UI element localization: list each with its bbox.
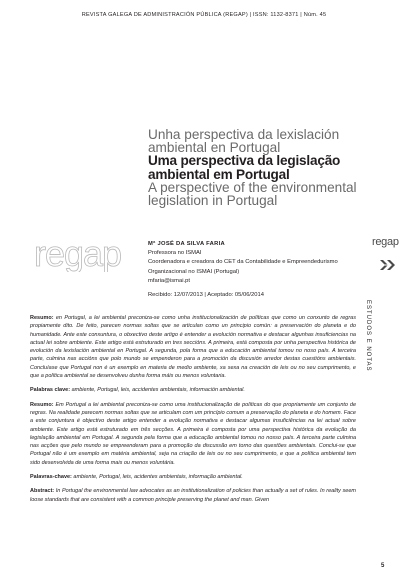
abstract-galician-text: en Portugal, a lei ambiental preconiza-se como unha institucionalización de políticas que como un conxunto de regras propiamente dito. De feito, parecen normas soltas que se articulan como un principio común: a preservación do planeta e do humanidade. Ante este conxuntura, o obxectivo deste artigo é entender a evolución normativa e destacar algunhas insuficiencias na actual lei sobre ambiente. Este artigo está estruturado en tres seccións. A primeira, está composta por unha perspectiva histórica de evolución da lexislación ambiental en Portugal. A segunda, pola forma que a educación ambiental tomou no noso país. A terceira parte, culmina nas accións que polo mundo se empenderon para a promoción da discusión arredor destas cuestións ambientais. Concluíase que Portugal non é un exemplo en materia de medio ambiente, xa sexa na creación de leis ou no seu cumprimento, e que a política ambiental se desenvolveu dunha forma máis ou menos voluntaria. bbox=[30, 315, 356, 380]
author-line: Professora no ISMAI bbox=[148, 250, 202, 257]
title-english-line-2: legislation in Portugal bbox=[148, 193, 278, 209]
regap-logo-text: regap bbox=[34, 238, 122, 272]
keywords-galician bbox=[30, 386, 356, 394]
regap-logo bbox=[34, 238, 130, 272]
title-galician-line-1: Unha perspectiva da lexislación bbox=[148, 127, 340, 142]
keywords-galician-label: Palabras clave: bbox=[30, 387, 71, 394]
title-portuguese-line-1: Uma perspectiva da legislação bbox=[148, 153, 341, 169]
regap-logo-icon bbox=[34, 238, 130, 272]
abstracts bbox=[30, 314, 356, 510]
title-english bbox=[148, 181, 388, 207]
abstract-portuguese-label: Resumo: bbox=[30, 401, 54, 408]
keywords-portuguese-text: ambiente, Portugal, leis, acidentes ambientais, informação ambiental. bbox=[73, 474, 243, 481]
author-name: Mª JOSÉ DA SILVA FARIA bbox=[148, 241, 226, 247]
keywords-portuguese bbox=[30, 473, 356, 481]
author-line: Organizacional no ISMAI (Portugal) bbox=[148, 268, 240, 275]
keywords-portuguese-label: Palavras-chave: bbox=[30, 474, 72, 481]
keywords-galician-text: ambiente, Portugal, leis, accidentes ambientais, información ambiental. bbox=[71, 387, 245, 394]
abstract-galician-label: Resumo: bbox=[30, 315, 54, 321]
page-number: 5 bbox=[381, 563, 385, 569]
author-line: Coordenadora e creadora do CET da Contabilidade e Empreendedurismo bbox=[148, 259, 338, 266]
abstract-galician bbox=[30, 314, 356, 380]
title-portuguese-line-2: ambiental em Portugal bbox=[148, 166, 290, 182]
abstract-english-label: Abstract: bbox=[30, 488, 55, 495]
abstract-portuguese bbox=[30, 401, 356, 467]
title-english-line-1: A perspective of the environmental bbox=[148, 179, 357, 195]
side-regap-logo: regap bbox=[372, 236, 399, 248]
title-galician-line-2: ambiental en Portugal bbox=[148, 140, 281, 156]
title-galician bbox=[148, 128, 388, 154]
abstract-english-text: In Portugal the environmental law advocates as an institutionalization of policies than actually a set of rules. In reality seem loose standards that are consistent with a common principle preserving the planet and man. Given bbox=[30, 488, 356, 503]
author-block bbox=[148, 240, 388, 286]
title-portuguese bbox=[148, 154, 388, 180]
regap-emblem-icon bbox=[379, 258, 397, 272]
author-email[interactable]: mfaria@ismai.pt bbox=[148, 277, 190, 284]
abstract-portuguese-text: Em Portugal a lei ambiental preconiza-se como uma institucionalização de políticas do que propriamente um conjunto de regras. Na realidade parecem normas soltas que se articulam com um princípio comum a preservação do planeta e do homem. Face a este conjuntura é objectivo deste artigo entender a evolução normativa e destacar algumas insuficiências na lei actual sobre ambiente. Este artigo está estruturado em três secções. A primeira é composta por uma perspectiva histórica da evolução da legislação ambiental em Portugal. A segunda pela forma que a educação ambiental tomou no nosso país. A terceira parte culmina nas acções que pelo mundo se empreenderam para a promoção da discussão em torno das questões ambientais. Conclui-se que Portugal não é um exemplo em matéria ambiental, seja na criação de leis ou no seu cumprimento, e que a política ambiental tem sido desenvolvida de uma forma mais ou menos voluntária. bbox=[30, 401, 356, 466]
received-accepted-dates: Recibido: 12/07/2013 | Aceptado: 05/06/2014 bbox=[148, 292, 264, 298]
article-titles bbox=[148, 128, 388, 207]
section-label: ESTUDOS E NOTAS bbox=[365, 300, 371, 372]
abstract-english bbox=[30, 487, 356, 504]
journal-header: REVISTA GALEGA DE ADMINISTRACIÓN PÚBLICA (REGAP) | ISSN: 1132-8371 | Núm. 45 bbox=[81, 12, 327, 18]
